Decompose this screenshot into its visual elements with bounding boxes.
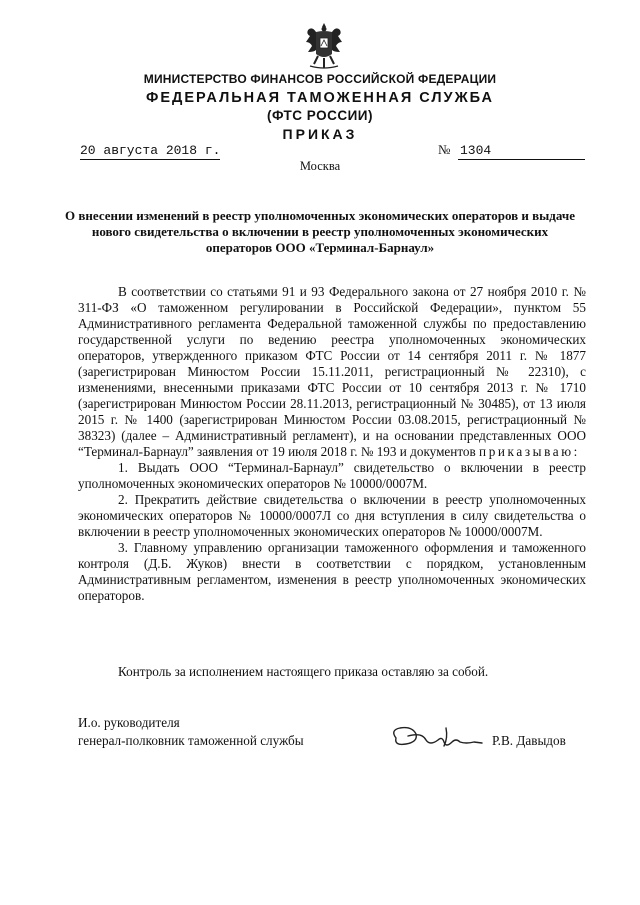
order-city: Москва	[299, 159, 341, 173]
order-body	[78, 284, 586, 604]
order-item: 2. Прекратить действие свидетельства о включении в реестр уполномоченных экономических операторов № 10000/0007Л со дня вступления в силу свидетельства о включении в реестр уполномоченных экономических операторов № 10000/0007М.	[78, 492, 586, 539]
preamble-paragraph	[78, 284, 586, 460]
order-number: 1304	[458, 143, 585, 160]
order-item: 3. Главному управлению организации таможенного оформления и таможенного контроля (Д.Б. Жуков) внести в соответствии с порядком, установленным Административным регламентом, изменения в реестр уполномоченных экономических операторов.	[78, 540, 586, 603]
document-kind: ПРИКАЗ	[282, 126, 358, 142]
order-item: 1. Выдать ООО “Терминал-Барнаул” свидетельство о включении в реестр уполномоченных экономических операторов № 10000/0007М.	[78, 460, 586, 491]
signer-position-line1: И.о. руководителя	[78, 715, 180, 730]
control-clause: Контроль за исполнением настоящего приказа оставляю за собой.	[118, 664, 489, 679]
order-date: 20 августа 2018 г.	[80, 143, 221, 158]
order-number-label: №	[438, 142, 451, 157]
service-name: ФЕДЕРАЛЬНАЯ ТАМОЖЕННАЯ СЛУЖБА	[145, 90, 495, 106]
order-word: приказываю:	[479, 444, 580, 459]
preamble-text: В соответствии со статьями 91 и 93 Федерального закона от 27 ноября 2010 г. № 311-ФЗ «О таможенном регулировании в Российской Федерации», пунктом 55 Административного регламента Федеральной таможенной службы по предоставлению государственной услуги по ведению реестра уполномоченных экономических операторов, утвержденного приказом ФТС России от 14 сентября 2011 г. № 1877 (зарегистрирован Минюстом России 15.11.2011, регистрационный № 22310), с изменениями, внесенными приказами ФТС России от 10 сентября 2013 г. № 1710 (зарегистрирован Минюстом России 28.11.2013, регистрационный № 30485), от 13 июля 2015 г. № 1400 (зарегистрирован Минюстом России 03.08.2015, регистрационный № 38323) (далее – Административный регламент), и на основании представленных ООО “Терминал-Барнаул” заявления от 19 июля 2018 г. № 193 и документов	[78, 284, 586, 459]
handwritten-signature	[386, 716, 494, 756]
service-short-name: (ФТС РОССИИ)	[267, 108, 373, 123]
ministry-name: МИНИСТЕРСТВО ФИНАНСОВ РОССИЙСКОЙ ФЕДЕРАЦИИ	[143, 72, 497, 86]
signer-name: Р.В. Давыдов	[492, 733, 566, 748]
order-title: О внесении изменений в реестр уполномоченных экономических операторов и выдаче нового свидетельства о включении в реестр уполномоченных экономических операторов ООО «Терминал-Барнаул»	[65, 208, 575, 255]
coat-of-arms-icon	[302, 20, 346, 72]
signer-position-line2: генерал-полковник таможенной службы	[78, 733, 304, 748]
